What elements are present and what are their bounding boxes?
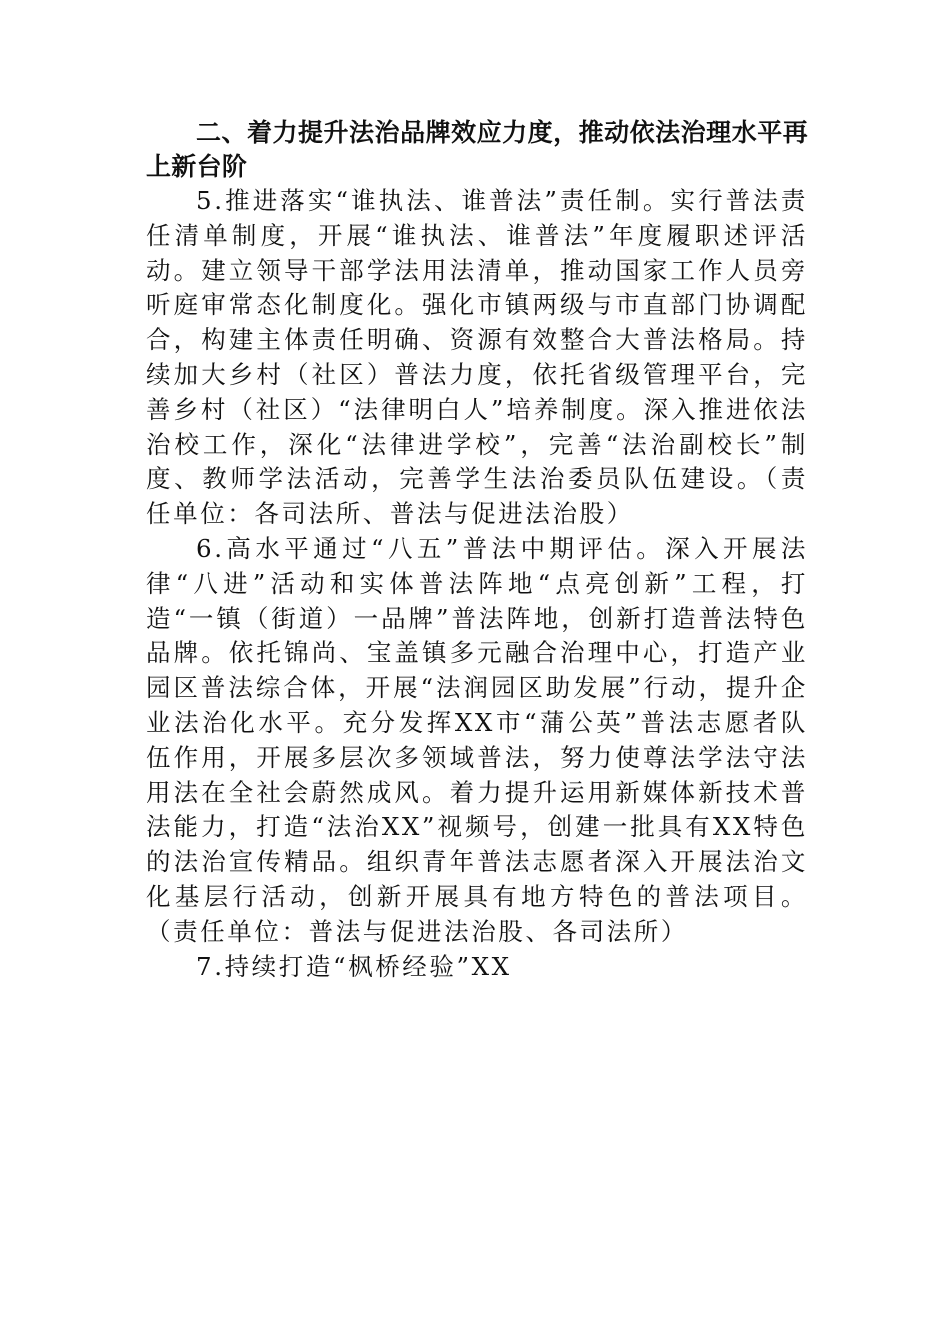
section-heading: 二、着力提升法治品牌效应力度，推动依法治理水平再上新台阶 bbox=[146, 118, 808, 181]
paragraph-item-7: 7.持续打造“枫桥经验”XX bbox=[196, 951, 512, 981]
paragraph-item-6: 6.高水平通过“八五”普法中期评估。深入开展法律“八进”活动和实体普法阵地“点亮创新”工程，打造“一镇（街道）一品牌”普法阵地，创新打造普法特色品牌。依托锦尚、宝盖镇多元融合治理中心，打造产业园区普法综合体，开展“法润园区助发展”行动，提升企业法治化水平。充分发挥XX市“蒲公英”普法志愿者队伍作用，开展多层次多领域普法，努力使尊法学法守法用法在全社会蔚然成风。着力提升运用新媒体新技术普法能力，打造“法治XX”视频号，创建一批具有XX特色的法治宣传精品。组织青年普法志愿者深入开展法治文化基层行活动，创新开展具有地方特色的普法项目。（责任单位：普法与促进法治股、各司法所） bbox=[146, 533, 808, 946]
paragraph-item-5: 5.推进落实“谁执法、谁普法”责任制。实行普法责任清单制度，开展“谁执法、谁普法”年度履职述评活动。建立领导干部学法用法清单，推动国家工作人员旁听庭审常态化制度化。强化市镇两级与市直部门协调配合，构建主体责任明确、资源有效整合大普法格局。持续加大乡村（社区）普法力度，依托省级管理平台，完善乡村（社区）“法律明白人”培养制度。深入推进依法治校工作，深化“法律进学校”，完善“法治副校长”制度、教师学法活动，完善学生法治委员队伍建设。（责任单位：各司法所、普法与促进法治股） bbox=[146, 186, 808, 529]
document-page bbox=[146, 116, 808, 984]
